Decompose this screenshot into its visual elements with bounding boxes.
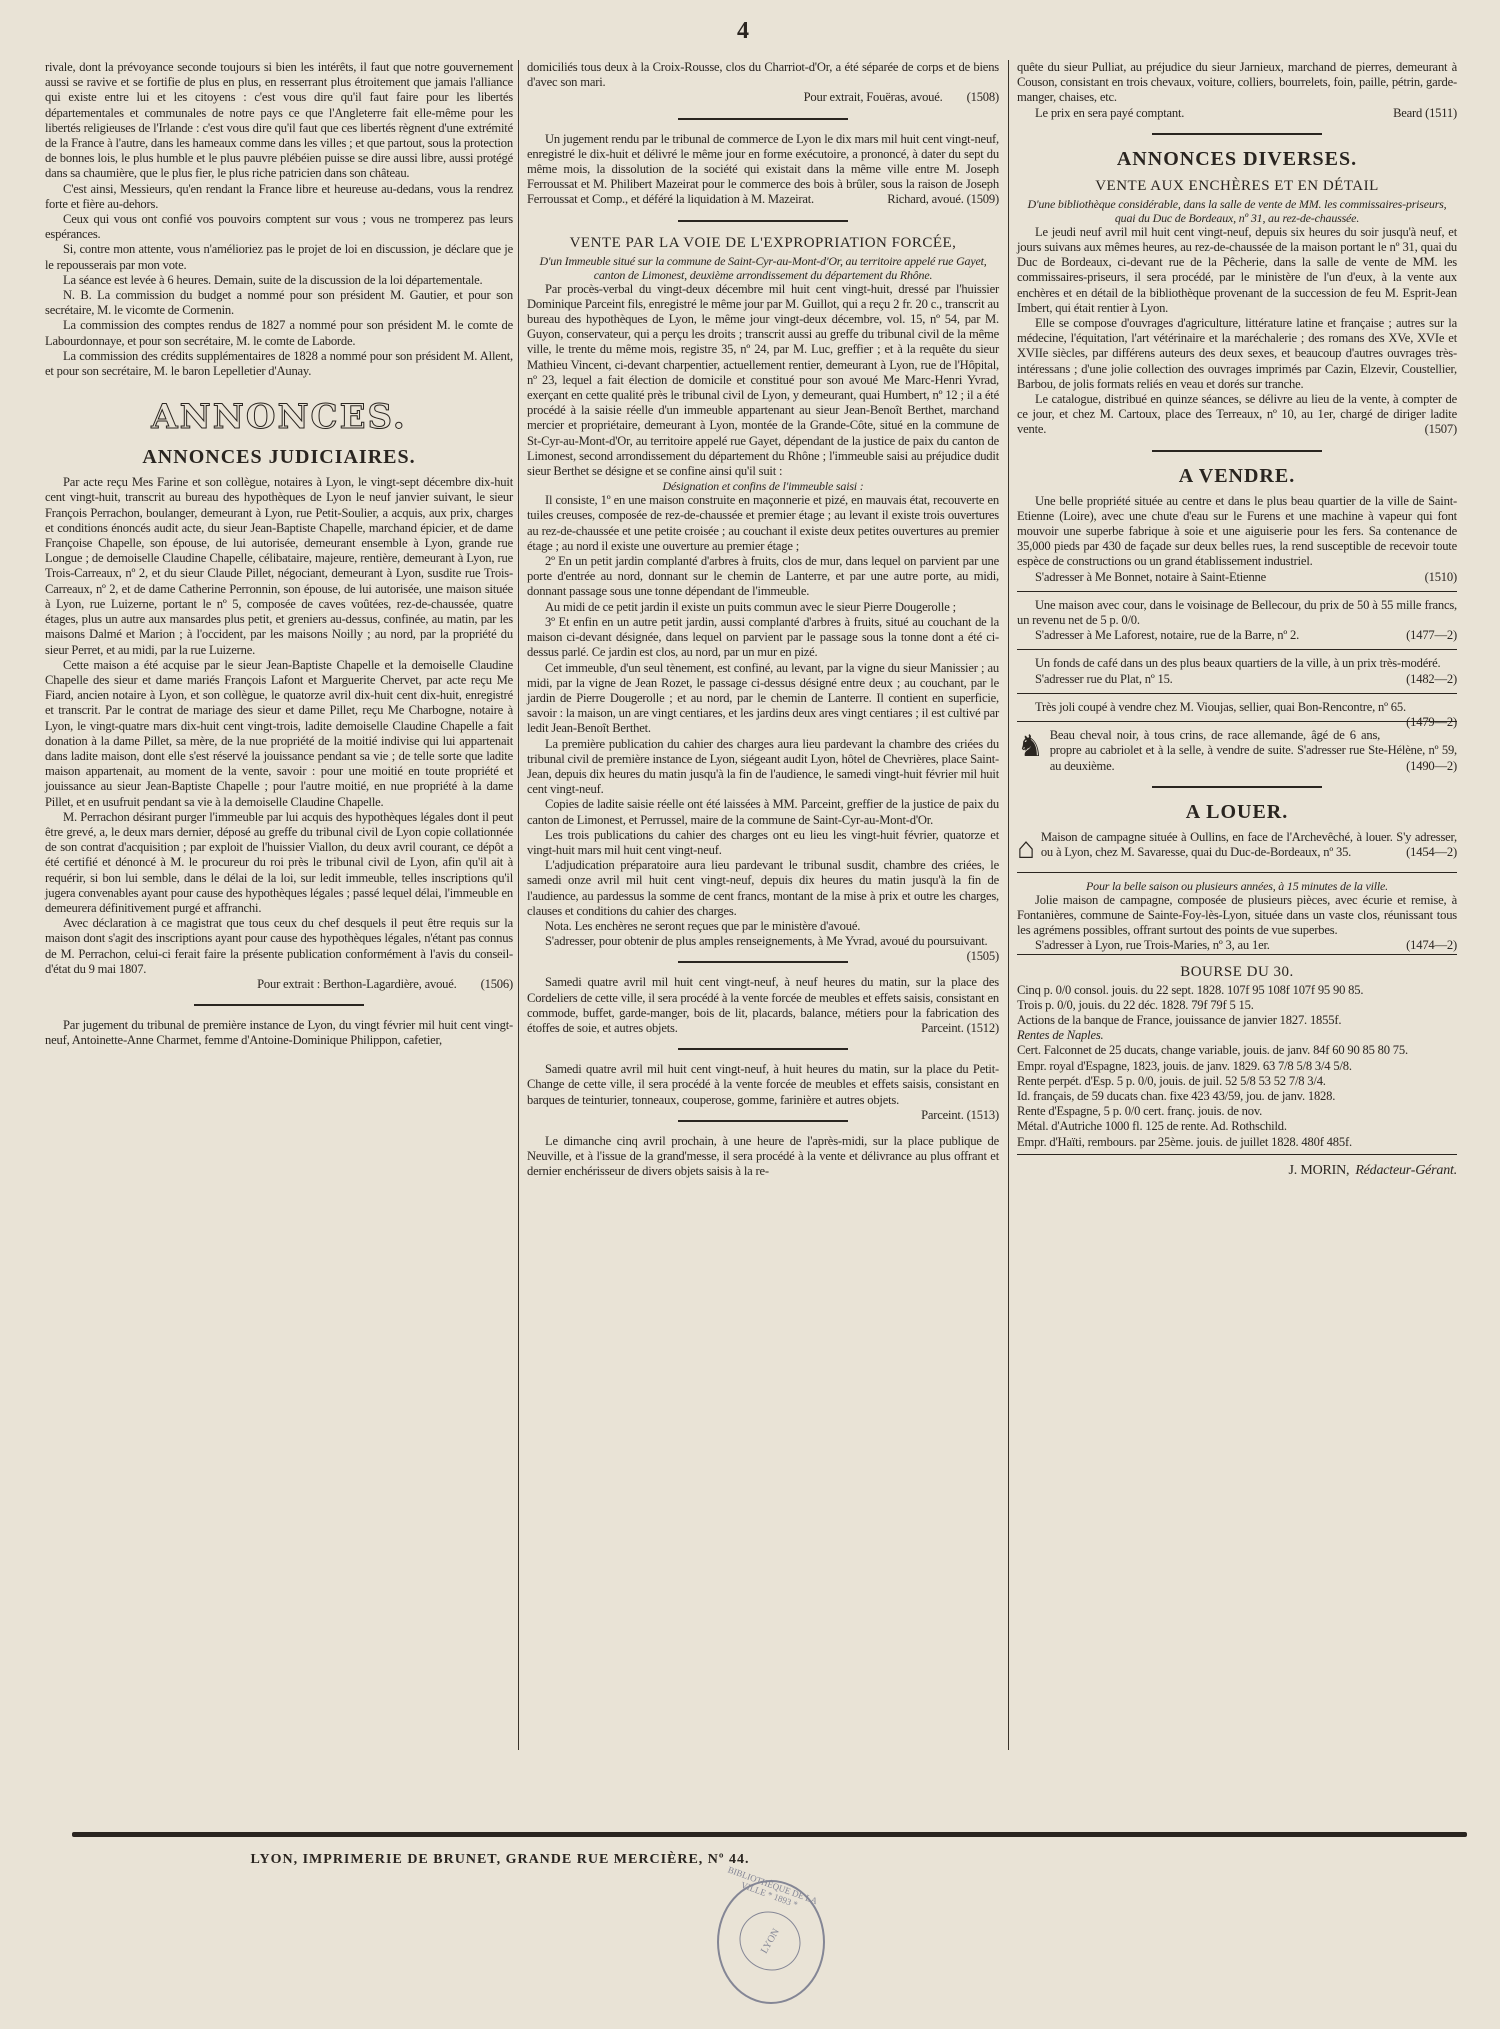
separator-rule	[678, 118, 848, 120]
paragraph	[45, 475, 513, 657]
paragraph	[45, 1018, 513, 1048]
paragraph	[1017, 893, 1457, 939]
signature: (1505)	[966, 949, 999, 964]
bourse-line: Trois p. 0/0, jouis. du 22 déc. 1828. 79f 79f 5 15.	[1017, 997, 1254, 1012]
stock-exchange-box	[1017, 954, 1457, 1155]
bourse-line: Rentes de Naples.	[1017, 1028, 1104, 1043]
paragraph-text: S'adresser à Me Laforest, notaire, rue de la Barre, nº 2.	[1035, 628, 1300, 643]
imprint-text: LYON, IMPRIMERIE DE BRUNET, GRANDE RUE MERCIÈRE, Nº 44.	[250, 1852, 750, 1867]
paragraph-text: Au midi de ce petit jardin il existe un puits commun avec le sieur Pierre Dougerolle ;	[545, 599, 956, 614]
paragraph	[1017, 225, 1457, 316]
paragraph	[1017, 628, 1457, 643]
bottom-rule	[72, 1832, 1467, 1837]
notice-heading: VENTE PAR LA VOIE DE L'EXPROPRIATION FORCÉE,	[569, 234, 957, 251]
column-middle	[527, 60, 999, 1179]
bourse-line: Id. français, de 59 ducats chan. fixe 423 43/59, jou. de janv. 1828.	[1017, 1088, 1336, 1103]
signature: (1482—2)	[1406, 671, 1457, 686]
paragraph	[1017, 699, 1457, 730]
bourse-line: Rente perpét. d'Esp. 5 p. 0/0, jouis. de juil. 52 5/8 53 52 7/8 3/4.	[1017, 1073, 1326, 1088]
paragraph-text: Une maison avec cour, dans le voisinage de Bellecour, du prix de 50 à 55 mille francs, un revenu net de 5 p. 0/0.	[1017, 597, 1457, 628]
notice-number: (1506)	[480, 976, 513, 991]
paragraph	[527, 1062, 999, 1122]
paragraph-text: Samedi quatre avril mil huit cent vingt-neuf, à neuf heures du matin, sur la place des Cordeliers de cette ville, il sera procédé à la vente forcée de meubles et effets saisis, consistant en commode, buffet, garde-manger, bois de lit, placards, balance, métiers pour la fabrication des étoffes de soie, et autres objets.	[527, 975, 999, 1035]
separator-rule	[678, 1048, 848, 1050]
paragraph-text: Par procès-verbal du vingt-deux décembre mil huit cent vingt-huit, dressé par l'huissier Dominique Parceint fils, enregistré le même jour par M. Guillot, qui a reçu 2 fr. 20 c., transcrit au bureau des hypothèques de Lyon, le même jour vingt-deux décembre, vol. 15, nº 54, par M. Guyon, conservateur, qui a perçu les droits ; transcrit aussi au greffe du tribunal civil de la même ville, le trente du même mois, registre 35, nº 24, par M. Luc, greffier ; et à la requête du sieur Mathieu Vincent, ci-devant charpentier, actuellement rentier, demeurant à Lyon, rue de l'Hôpital, nº 23, lequel a fait élection de domicile et constitué pour son avoué Me Marc-Henri Yvrad, exerçant en cette qualité près le tribunal civil de Lyon, y demeurant, quai Humbert, nº 12 ; il a été procédé à la saisie réelle d'un immeuble appartenant au sieur Jean-Benoît Berthet, marchand mercier et propriétaire, demeurant à Lyon, montée de la Grande-Côte, situé en la commune de St-Cyr-au-Mont-d'Or, au territoire appelé rue Gayet, dépendant de la justice de paix du canton de Limonest, second arrondissement du département du Rhône ; l'immeuble saisi au préjudice dudit sieur Berthet se désigne et se confine ainsi qu'il suit :	[527, 281, 999, 479]
paragraph	[1017, 598, 1457, 628]
paragraph-text: Copies de ladite saisie réelle ont été laissées à MM. Parceint, greffier de la justice de paix du canton de Limonest, et Perrussel, maire de la commune de Saint-Cyr-au-Mont-d'Or.	[527, 797, 999, 827]
bourse-line: Cinq p. 0/0 consol. jouis. du 22 sept. 1828. 107f 95 108f 107f 95 90 85.	[1017, 982, 1364, 997]
paragraph	[527, 858, 999, 919]
paragraph-text: La première publication du cahier des charges aura lieu pardevant la chambre des criées du tribunal civil de première instance de Lyon, siégeant audit Lyon, hôtel de Chevrières, place Saint-Jean, depuis dix heures du matin jusqu'à la fin de l'audience, le samedi vingt-huit février mil huit cent vingt-neuf.	[527, 736, 999, 797]
paragraph	[527, 975, 999, 1036]
paragraph	[1017, 392, 1457, 438]
paragraph	[527, 60, 999, 90]
paragraph	[45, 288, 513, 318]
paragraph-text: C'est ainsi, Messieurs, qu'en rendant la France libre et heureuse au-dedans, vous la rendrez forte et fière au-dehors.	[45, 181, 513, 211]
paragraph-text: Les trois publications du cahier des charges ont eu lieu les vingt-huit février, quatorze et vingt-huit mars mil huit cent vingt-neuf.	[527, 827, 999, 857]
illustrated-notice	[1017, 728, 1457, 774]
paragraph	[45, 916, 513, 977]
notice-subheading: Désignation et confins de l'immeuble saisi :	[662, 479, 864, 494]
paragraph	[1017, 106, 1457, 121]
signature-line	[45, 977, 513, 992]
paragraph	[1017, 570, 1457, 585]
paragraph-text: Avec déclaration à ce magistrat que tous ceux du chef desquels il peut être requis sur la maison dont s'agit des inscriptions ayant pour cause des hypothèques légales, n'étant pas connus de M. Perrachon, celui-ci ferait faire la présente publication conformément à l'avis du conseil-d'état du 9 mai 1807.	[45, 916, 513, 976]
paragraph	[45, 242, 513, 272]
bourse-title: BOURSE DU 30.	[1180, 963, 1294, 980]
bourse-line: Rente d'Espagne, 5 p. 0/0 cert. franç. jouis. de nov.	[1017, 1104, 1263, 1119]
paragraph-text: Par jugement du tribunal de première instance de Lyon, du vingt février mil huit cent vingt-neuf, Antoinette-Anne Charmet, femme d'Antoine-Dominique Philippon, cafetier,	[45, 1018, 513, 1048]
paragraph	[1017, 656, 1457, 671]
paragraph-text: quête du sieur Pulliat, au préjudice du sieur Jarnieux, marchand de pierres, demeurant à Couson, consistant en trois chevaux, voiture, colliers, bourrelets, foin, paille, pétrin, garde-manger, chaises, etc.	[1017, 60, 1457, 105]
signature: (1507)	[1424, 422, 1457, 437]
paragraph	[1017, 672, 1457, 687]
signature-text: Pour extrait : Berthon-Lagardière, avoué.	[257, 976, 457, 991]
bourse-line: Empr. royal d'Espagne, 1823, jouis. de janv. 1829. 63 7/8 5/8 3/4 5/8.	[1017, 1058, 1352, 1073]
paragraph	[527, 132, 999, 208]
column-divider	[518, 60, 519, 1750]
bourse-line: Actions de la banque de France, jouissance de janvier 1827. 1855f.	[1017, 1012, 1342, 1027]
paragraph-text: Samedi quatre avril mil huit cent vingt-neuf, à huit heures du matin, sur la place du Petit-Change de cette ville, il sera procédé à la vente forcée de meubles et effets saisis, consistant en barques de teinturier, tonneaux, couperose, gomme, farinière et autres objets.	[527, 1062, 999, 1107]
paragraph	[45, 349, 513, 379]
paragraph-text: N. B. La commission du budget a nommé pour son président M. Gautier, et pour son secrétaire, M. le vicomte de Cormenin.	[45, 288, 513, 318]
paragraph	[527, 600, 999, 615]
paragraph-text: 3º Et enfin en un autre petit jardin, aussi complanté d'arbres à fruits, situé au couchant de la maison ci-devant désignée, dans lequel on parvient par le passage sous la tonne dont a été ci-dessus parlé. Ce jardin est clos, au nord, par un mur en pizé.	[527, 614, 999, 660]
signature: Richard, avoué. (1509)	[887, 192, 999, 207]
column-left	[45, 60, 513, 1049]
paragraph-text: Un jugement rendu par le tribunal de commerce de Lyon le dix mars mil huit cent vingt-neuf, enregistré le dix-huit et délivré le même jour en forme exécutoire, a prononcé, à dater du sept du même mois, la dissolution de la société qui existait dans la même ville entre M. Joseph Ferroussat et M. Philibert Mazeirat pour le commerce des bois à brûler, sous la raison de Joseph Ferroussat et Comp., et déféré la liquidation à M. Mazeirat.	[527, 131, 999, 207]
editor-name: J. MORIN,	[1288, 1162, 1350, 1178]
paragraph	[527, 797, 999, 827]
stamp-center: LYON	[729, 1900, 812, 1981]
notice-subheading: D'un Immeuble situé sur la commune de Saint-Cyr-au-Mont-d'Or, au territoire appelé rue Gayet, canton de Limonest, deuxième arrondissement du département du Rhône.	[539, 253, 987, 282]
column-right	[1017, 60, 1457, 1178]
stamp-ring-text: BIBLIOTHÈQUE DE LA VILLE * 1893 *	[726, 1864, 819, 1910]
paragraph-text: S'adresser à Lyon, rue Trois-Maries, nº 3, au 1er.	[1035, 938, 1270, 953]
separator-rule	[678, 1120, 848, 1122]
paragraph	[45, 318, 513, 348]
paragraph-text: rivale, dont la prévoyance seconde toujours si bien les intérêts, il faut que notre gouvernement aussi se ravive et se fortifie de plus en plus, en resserrant plus étroitement que jamais l'alliance qui existe entre lui et les citoyens : c'est vous dire qu'il faut faire pour les libertés départementales et communales de notre pays ce que l'Angleterre fait elle-même pour les libertés religieuses de l'Irlande : c'est vous dire qu'il faut que ces libertés règnent d'une extrémité de la France à l'autre, dans les hameaux comme dans les villes ; et que partout, sous la protection de bonnes lois, le plus humble et le plus pauvre plébéien puisse se dire aussi libre, aussi protégé dans sa chaumière, que le plus fier, le plus riche patricien dans son château.	[45, 60, 513, 181]
section-heading: A VENDRE.	[1178, 464, 1296, 487]
imprint	[0, 1852, 1500, 1868]
paragraph-text: Beau cheval noir, à tous crins, de race allemande, âgé de 6 ans, propre au cabriolet et à la selle, à vendre de suite. S'adresser rue Ste-Hélène, nº 59, au deuxième.	[1049, 728, 1457, 773]
paragraph	[527, 493, 999, 554]
separator-rule	[678, 961, 848, 963]
paragraph	[527, 615, 999, 661]
paragraph	[527, 934, 999, 964]
paragraph-text: Si, contre mon attente, vous n'amélioriez pas le projet de loi en discussion, je déclare que je le repousserais par mon vote.	[45, 242, 513, 272]
paragraph-text: Très joli coupé à vendre chez M. Vioujas, sellier, quai Bon-Rencontre, nº 65.	[1035, 699, 1406, 714]
paragraph	[527, 554, 999, 600]
separator-rule	[1152, 786, 1322, 788]
paragraph	[1017, 494, 1457, 570]
notice-number: (1454—2)	[1406, 844, 1457, 859]
signature: Beard (1511)	[1393, 105, 1457, 120]
separator-rule	[1017, 872, 1457, 873]
separator-rule	[1017, 649, 1457, 650]
section-heading: ANNONCES.	[151, 397, 407, 438]
paragraph	[1017, 938, 1457, 953]
bourse-line: Cert. Falconnet de 25 ducats, change variable, jouis. de janv. 84f 60 90 85 80 75.	[1017, 1043, 1408, 1058]
editor-signature	[1017, 1163, 1457, 1178]
paragraph-text: La séance est levée à 6 heures. Demain, suite de la discussion de la loi départementale.	[63, 272, 483, 287]
horse-icon: ♞	[1017, 730, 1044, 764]
notice-number: (1508)	[966, 90, 999, 105]
separator-rule	[1017, 693, 1457, 694]
paragraph-text: S'adresser à Me Bonnet, notaire à Saint-Etienne	[1035, 569, 1267, 584]
paragraph-text: M. Perrachon désirant purger l'immeuble par lui acquis des hypothèques légales dont il peut être grevé, a, le deux mars dernier, déposé au greffe du tribunal civil de Lyon copie collationnée de son contrat d'acquisition ; par exploit de l'huissier Viallon, du deux avril courant, ce dépôt a été certifié et dénoncé à M. le procureur du roi près le tribunal civil de Lyon, afin qu'il ait à requérir, si bon lui semble, dans le délai de la loi, sur ledit immeuble, telles inscriptions qu'il jugera convenables ayant pour cause des hypothèques légales ; passé lequel délai, l'immeuble en demeurera définitivement purgé et affranchi.	[45, 809, 513, 915]
paragraph	[1017, 316, 1457, 392]
paragraph-text: S'adresser, pour obtenir de plus amples renseignements, à Me Yvrad, avoué du poursuivant.	[545, 934, 988, 949]
signature: (1510)	[1424, 569, 1457, 584]
paragraph-text: Un fonds de café dans un des plus beaux quartiers de la ville, à un prix très-modéré.	[1035, 656, 1441, 671]
paragraph-text: Ceux qui vous ont confié vos pouvoirs comptent sur vous ; vous ne tromperez pas leurs espérances.	[45, 212, 513, 242]
paragraph-text: Maison de campagne située à Oullins, en face de l'Archevêché, à louer. S'y adresser, ou à Lyon, chez M. Savaresse, quai du Duc-de-Bordeaux, nº 35.	[1040, 829, 1457, 859]
paragraph	[45, 212, 513, 242]
house-icon: ⌂	[1017, 831, 1035, 865]
bourse-line: Métal. d'Autriche 1000 fl. 125 de rente. Ad. Rothschild.	[1017, 1119, 1287, 1134]
column-divider	[1008, 60, 1009, 1750]
section-heading: ANNONCES JUDICIAIRES.	[142, 446, 416, 469]
editor-role: Rédacteur-Gérant.	[1355, 1162, 1457, 1178]
paragraph-text: Jolie maison de campagne, composée de plusieurs pièces, avec écurie et remise, à Fontanières, commune de Sainte-Foy-lès-Lyon, située dans un vaste clos, réunissant tous les agrémens possibles, offrant surtout des points de vue superbes.	[1017, 892, 1457, 938]
paragraph-text: Par acte reçu Mes Farine et son collègue, notaires à Lyon, le vingt-sept décembre dix-huit cent vingt-huit, transcrit au bureau des hypothèques de Lyon le neuf janvier suivant, le sieur François Perrachon, boulanger, demeurant à Lyon, rue Petit-Soulier, a acquis, aux prix, charges et conditions énoncés audit acte, du sieur Jean-Baptiste Chapelle, marchand épicier, et de dame Françoise Chapelle, son épouse, de lui autorisée, demeurant ensemble à Lyon, grande rue Longue ; de demoiselle Claudine Chapelle, célibataire, majeure, rentière, demeurant à Lyon, rue Trois-Carreaux, nº 2, et du sieur Claude Pillet, négociant, demeurant à Lyon, susdite rue Trois-Carreaux, nº 2, et de dame Catherine Perronnin, son épouse, de lui autorisée, une maison située à Lyon, rue Luizerne, portant le nº 5, composée de caves voûtées, rez-de-chaussée, quatre étages, plus un autre aux mansardes plus petit, et greniers au-dessus, confinée, au matin, par les maisons Dalmé et Marion ; à l'occident, par les maisons Noilly ; au nord, par la propriété du sieur Perret, et au midi, par la rue Luizerne.	[45, 475, 513, 657]
paragraph-text: Il consiste, 1º en une maison construite en maçonnerie et pizé, en mauvais état, recouverte en tuiles creuses, composée de rez-de-chaussée et premier étage ; au levant il existe trois ouvertures au rez-de-chaussée et une petite croisée ; au couchant il existe deux petites ouvertures au premier étage ; au nord il existe une ouverture au premier étage ;	[527, 493, 999, 553]
paragraph	[527, 828, 999, 858]
separator-rule	[194, 1004, 364, 1006]
paragraph-text: Une belle propriété située au centre et dans le plus beau quartier de la ville de Saint-Etienne (Loire), avec une chute d'eau sur le Furens et une machine à vapeur qui font mouvoir une superbe fabrique à soie et une aiguiserie pour les fers. Sa contenance de 35,000 pieds par 430 de façade sur deux belles rues, la rend susceptible de recevoir toute espèce de constructions ou un grand établissement industriel.	[1017, 493, 1457, 569]
notice-subheading: D'une bibliothèque considérable, dans la salle de vente de MM. les commissaires-priseurs, quai du Duc de Bordeaux, nº 31, au rez-de-chaussée.	[1027, 196, 1447, 225]
paragraph	[45, 273, 513, 288]
paragraph	[45, 182, 513, 212]
paragraph-text: S'adresser rue du Plat, nº 15.	[1035, 671, 1173, 686]
paragraph	[527, 661, 999, 737]
section-heading: A LOUER.	[1185, 800, 1289, 823]
signature: Parceint. (1513)	[921, 1107, 999, 1122]
paragraph-text: Le dimanche cinq avril prochain, à une heure de l'après-midi, sur la place publique de Neuville, et à l'issue de la grand'messe, il sera procédé à la vente et délivrance au plus offrant et dernier enchérisseur de divers objets saisis à la re-	[527, 1133, 999, 1179]
signature: (1479—2)	[1406, 715, 1457, 730]
signature: Parceint. (1512)	[921, 1020, 999, 1035]
paragraph	[45, 658, 513, 810]
paragraph-text: La commission des crédits supplémentaires de 1828 a nommé pour son président M. Allent, et pour son secrétaire, M. le baron Lepelletier d'Aunay.	[45, 348, 513, 379]
paragraph	[527, 737, 999, 798]
paragraph-text: Le catalogue, distribué en quinze séances, se délivre au lieu de la vente, à compter de ce jour, et chez M. Cartoux, place des Terreaux, nº 10, au 1er, chargé de diriger ladite vente.	[1017, 392, 1457, 437]
signature-line	[527, 90, 999, 105]
paragraph	[527, 282, 999, 480]
paragraph-text: Cette maison a été acquise par le sieur Jean-Baptiste Chapelle et la demoiselle Claudine Chapelle des sieur et dame mariés François Lafont et Marguerite Chervet, par acte reçu Me Fiard, ancien notaire à Lyon, et son collègue, le quatorze avril dix-huit cent dix-huit, enregistré et transcrit. Par le contrat de mariage des sieur et dame Pillet, reçu Me Charbogne, notaire à Lyon, le vingt-quatre mars dix-huit cent vingt-trois, ladite demoiselle Claudine Chapelle a fait donation à la dame Pillet, sa mère, de la nue propriété de la moitié indivise qui lui appartenait dans ladite maison, dont elle s'est réservé la jouissance pendant sa vie ; de telle sorte que ladite maison appartenait, au moment de la vente, savoir : pour une moitié en toute propriété et jouissance au sieur Jean-Baptiste Chapelle ; pour l'autre moitié, en nue propriété à la dame Pillet, et en usufruit pendant sa vie à la demoiselle Claudine Chapelle.	[45, 657, 513, 809]
paragraph-text: Le prix en sera payé comptant.	[1035, 105, 1185, 120]
page-number-text: 4	[737, 18, 749, 44]
signature: (1477—2)	[1406, 628, 1457, 643]
signature-text: Pour extrait, Fouëras, avoué.	[803, 90, 943, 105]
paragraph-text: Nota. Les enchères ne seront reçues que par le ministère d'avoué.	[545, 918, 861, 933]
paragraph-text: Elle se compose d'ouvrages d'agriculture, littérature latine et française ; autres sur la médecine, l'équitation, l'art vétérinaire et la maréchalerie ; des romans des XVe, XVIe et XVIIe siècles, par différens auteurs des deux sexes, et beaucoup d'autres ouvrages très-intéressans ; d'une jolie collection des ouvrages imprimés par Cazin, Elzevir, Coustellier, Barbou, de jolis formats reliés en veau et dorés sur tranche.	[1017, 316, 1457, 391]
paragraph-text: domiciliés tous deux à la Croix-Rousse, clos du Charriot-d'Or, a été séparée de corps et de biens d'avec son mari.	[527, 60, 999, 90]
separator-rule	[1017, 591, 1457, 592]
notice-heading: VENTE AUX ENCHÈRES ET EN DÉTAIL	[1095, 177, 1379, 194]
separator-rule	[1152, 450, 1322, 452]
paragraph	[45, 60, 513, 182]
paragraph-text: La commission des comptes rendus de 1827 a nommé pour son président M. le comte de Labourdonnaye, et pour son secrétaire, M. le comte de Laborde.	[45, 318, 513, 348]
notice-number: (1490—2)	[1406, 758, 1457, 773]
illustrated-notice	[1017, 829, 1457, 865]
signature: (1474—2)	[1406, 938, 1457, 953]
separator-rule	[678, 220, 848, 222]
paragraph	[45, 810, 513, 916]
separator-rule	[1152, 133, 1322, 135]
paragraph-text: L'adjudication préparatoire aura lieu pardevant le tribunal susdit, chambre des criées, le samedi onze avril mil huit cent vingt-neuf, depuis dix heures du matin jusqu'à la fin de l'audience, au pardessus la somme de cent francs, montant de la mise à prix et outre les charges, clauses et conditions du cahier des charges.	[527, 858, 999, 918]
paragraph	[527, 1134, 999, 1180]
notice-subheading: Pour la belle saison ou plusieurs années, à 15 minutes de la ville.	[1086, 878, 1388, 893]
paragraph-text: Le jeudi neuf avril mil huit cent vingt-neuf, depuis six heures du soir jusqu'à neuf, et jours suivans aux mêmes heures, au rez-de-chaussée de la maison portant le nº 31, quai du Duc de Bordeaux, ci-devant rue de la Pêcherie, dans la salle de vente de MM. les commissaires-priseurs, il sera procédé, par le ministère de l'un d'eux, à la vente aux enchères et en détail de la bibliothèque provenant de la succession de feu M. Esprit-Jean Imbert, qui était rentier à Lyon.	[1017, 224, 1457, 315]
bourse-line: Empr. d'Haïti, rembours. par 25ème. jouis. de juillet 1828. 480f 485f.	[1017, 1134, 1352, 1149]
library-stamp	[717, 1864, 825, 2004]
page-number	[0, 0, 1500, 44]
paragraph	[527, 919, 999, 934]
paragraph	[1017, 60, 1457, 106]
paragraph-text: Cet immeuble, d'un seul tènement, est confiné, au levant, par la vigne du sieur Manissier ; au midi, par la vigne de Jean Rozet, le passage ci-dessus désigné entre deux ; au couchant, par le jardin de Pierre Dougerolle ; et au nord, par le chemin de Lanterre. Il contient en superficie, savoir : la maison, un are vingt centiares, et les jardins deux ares vingt centiares ; il est cultivé par ledit Jean-Benoît Berthet.	[527, 660, 999, 736]
paragraph-text: 2º En un petit jardin complanté d'arbres à fruits, clos de mur, dans lequel on parvient par une porte d'entrée au nord, donnant sur le chemin de Lanterre, et par une autre porte, au midi, donnant passage sous une tonne dépendant de l'immeuble.	[527, 554, 999, 599]
section-heading: ANNONCES DIVERSES.	[1116, 147, 1358, 170]
